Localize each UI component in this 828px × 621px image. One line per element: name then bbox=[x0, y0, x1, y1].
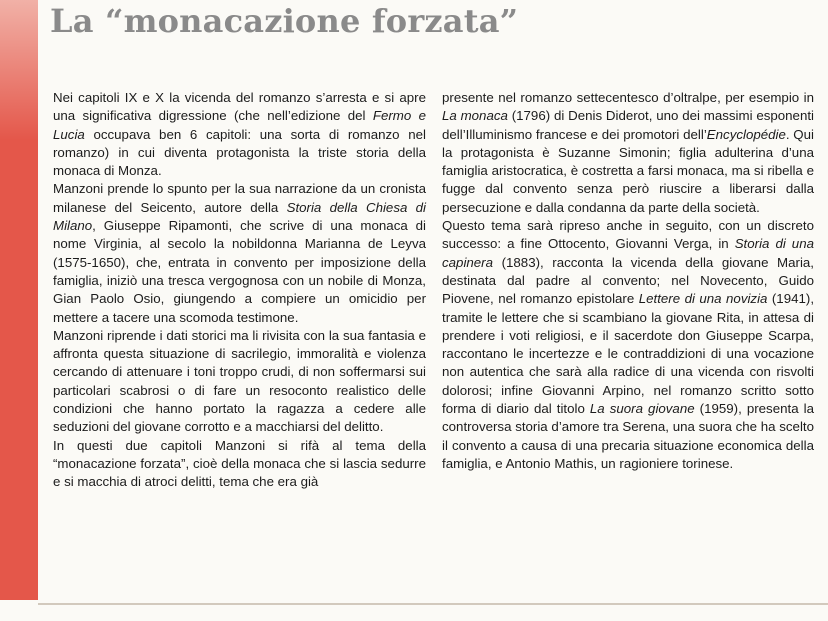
title-lettere-novizia: Lettere di una novizia bbox=[638, 291, 768, 307]
bottom-divider bbox=[38, 603, 828, 605]
side-band-highlight bbox=[0, 0, 38, 140]
title-fermo-e-lucia: Fermo e Lucia bbox=[53, 108, 426, 142]
right-text-column bbox=[442, 89, 814, 473]
paragraph-intro: Nei capitoli IX e X la vicenda del romanzo s’arresta e si apre una significativa digressione (che nell’edizione del Fermo e Lucia occupava ben 6 capitoli: una sorta di romanzo nel romanzo) in cui diventa protagonista la triste storia della monaca di Monza. bbox=[53, 90, 426, 179]
left-text-column bbox=[53, 89, 426, 492]
page-title: La “monacazione forzata” bbox=[50, 2, 519, 40]
title-suora-giovane: La suora giovane bbox=[589, 401, 695, 417]
paragraph-manzoni-fantasy: Manzoni riprende i dati storici ma li rivisita con la sua fantasia e affronta questa situazione di sacrilegio, immoralità e violenza cercando di attenuare i toni troppo crudi, di non soffermarsi sui particolari scabrosi o di fare un resoconto realistico delle condizioni che hanno portato la ragazza a cedere alle seduzioni del giovane corrotto e a macchiarsi del delitto. bbox=[53, 327, 426, 435]
title-storia-capinera: Storia di una capinera bbox=[442, 236, 814, 270]
paragraph-theme-start: In questi due capitoli Manzoni si rifà al tema della “monacazione forzata”, cioè della monaca che si lascia sedurre e si macchia di atroci delitti, tema che era già bbox=[53, 437, 426, 490]
title-storia-chiesa-milano: Storia della Chiesa di Milano bbox=[53, 199, 426, 234]
paragraph-diderot: presente nel romanzo settecentesco d’oltralpe, per esempio in La monaca (1796) di Denis Diderot, uno dei massimi esponenti dell’Illuminismo francese e dei promotori dell’Encyclopédie. Qui la protagonista è Suzanne Simonin; figlia adulterina d’una famiglia aristocratica, è costretta a farsi monaca, ma si ribella e fugge dal convento senza però riuscire a liberarsi dalla persecuzione e dalla condanna da parte della società. bbox=[442, 90, 814, 215]
paragraph-later-works: Questo tema sarà ripreso anche in seguito, con un discreto successo: a fine Ottocento, Giovanni Verga, in Storia di una capinera (1883), racconta la vicenda della giovane Maria, destinata dal padre al convento; nel Novecento, Guido Piovene, nel romanzo epistolare Lettere di una novizia (1941), tramite le lettere che si scambiano la giovane Rita, in attesa di prendere i voti religiosi, e il sacerdote don Giuseppe Scarpa, raccontano le incertezze e le contraddizioni di una vocazione non autentica che sarà alla radice di una vicenda con risvolti dolorosi; infine Giovanni Arpino, nel romanzo scritto sotto forma di diario dal titolo La suora giovane (1959), presenta la controversa storia d’amore tra Serena, una suora che ha scelto il convento a causa di una precaria situazione economica della famiglia, e Antonio Mathis, un ragioniere torinese. bbox=[442, 218, 815, 471]
title-encyclopedie: Encyclopédie bbox=[706, 126, 786, 142]
title-la-monaca: La monaca bbox=[442, 108, 508, 124]
paragraph-source: Manzoni prende lo spunto per la sua narrazione da un cronista milanese del Seicento, autore della Storia della Chiesa di Milano, Giuseppe Ripamonti, che scrive di una monaca di nome Virginia, al secolo la nobildonna Marianna de Leyva (1575-1650), che, entrata in convento per imposizione della famiglia, iniziò una tresca vergognosa con un nobile di Monza, Gian Paolo Osio, giungendo a compiere un omicidio per mettere a tacere una scomoda testimone. bbox=[53, 181, 426, 325]
